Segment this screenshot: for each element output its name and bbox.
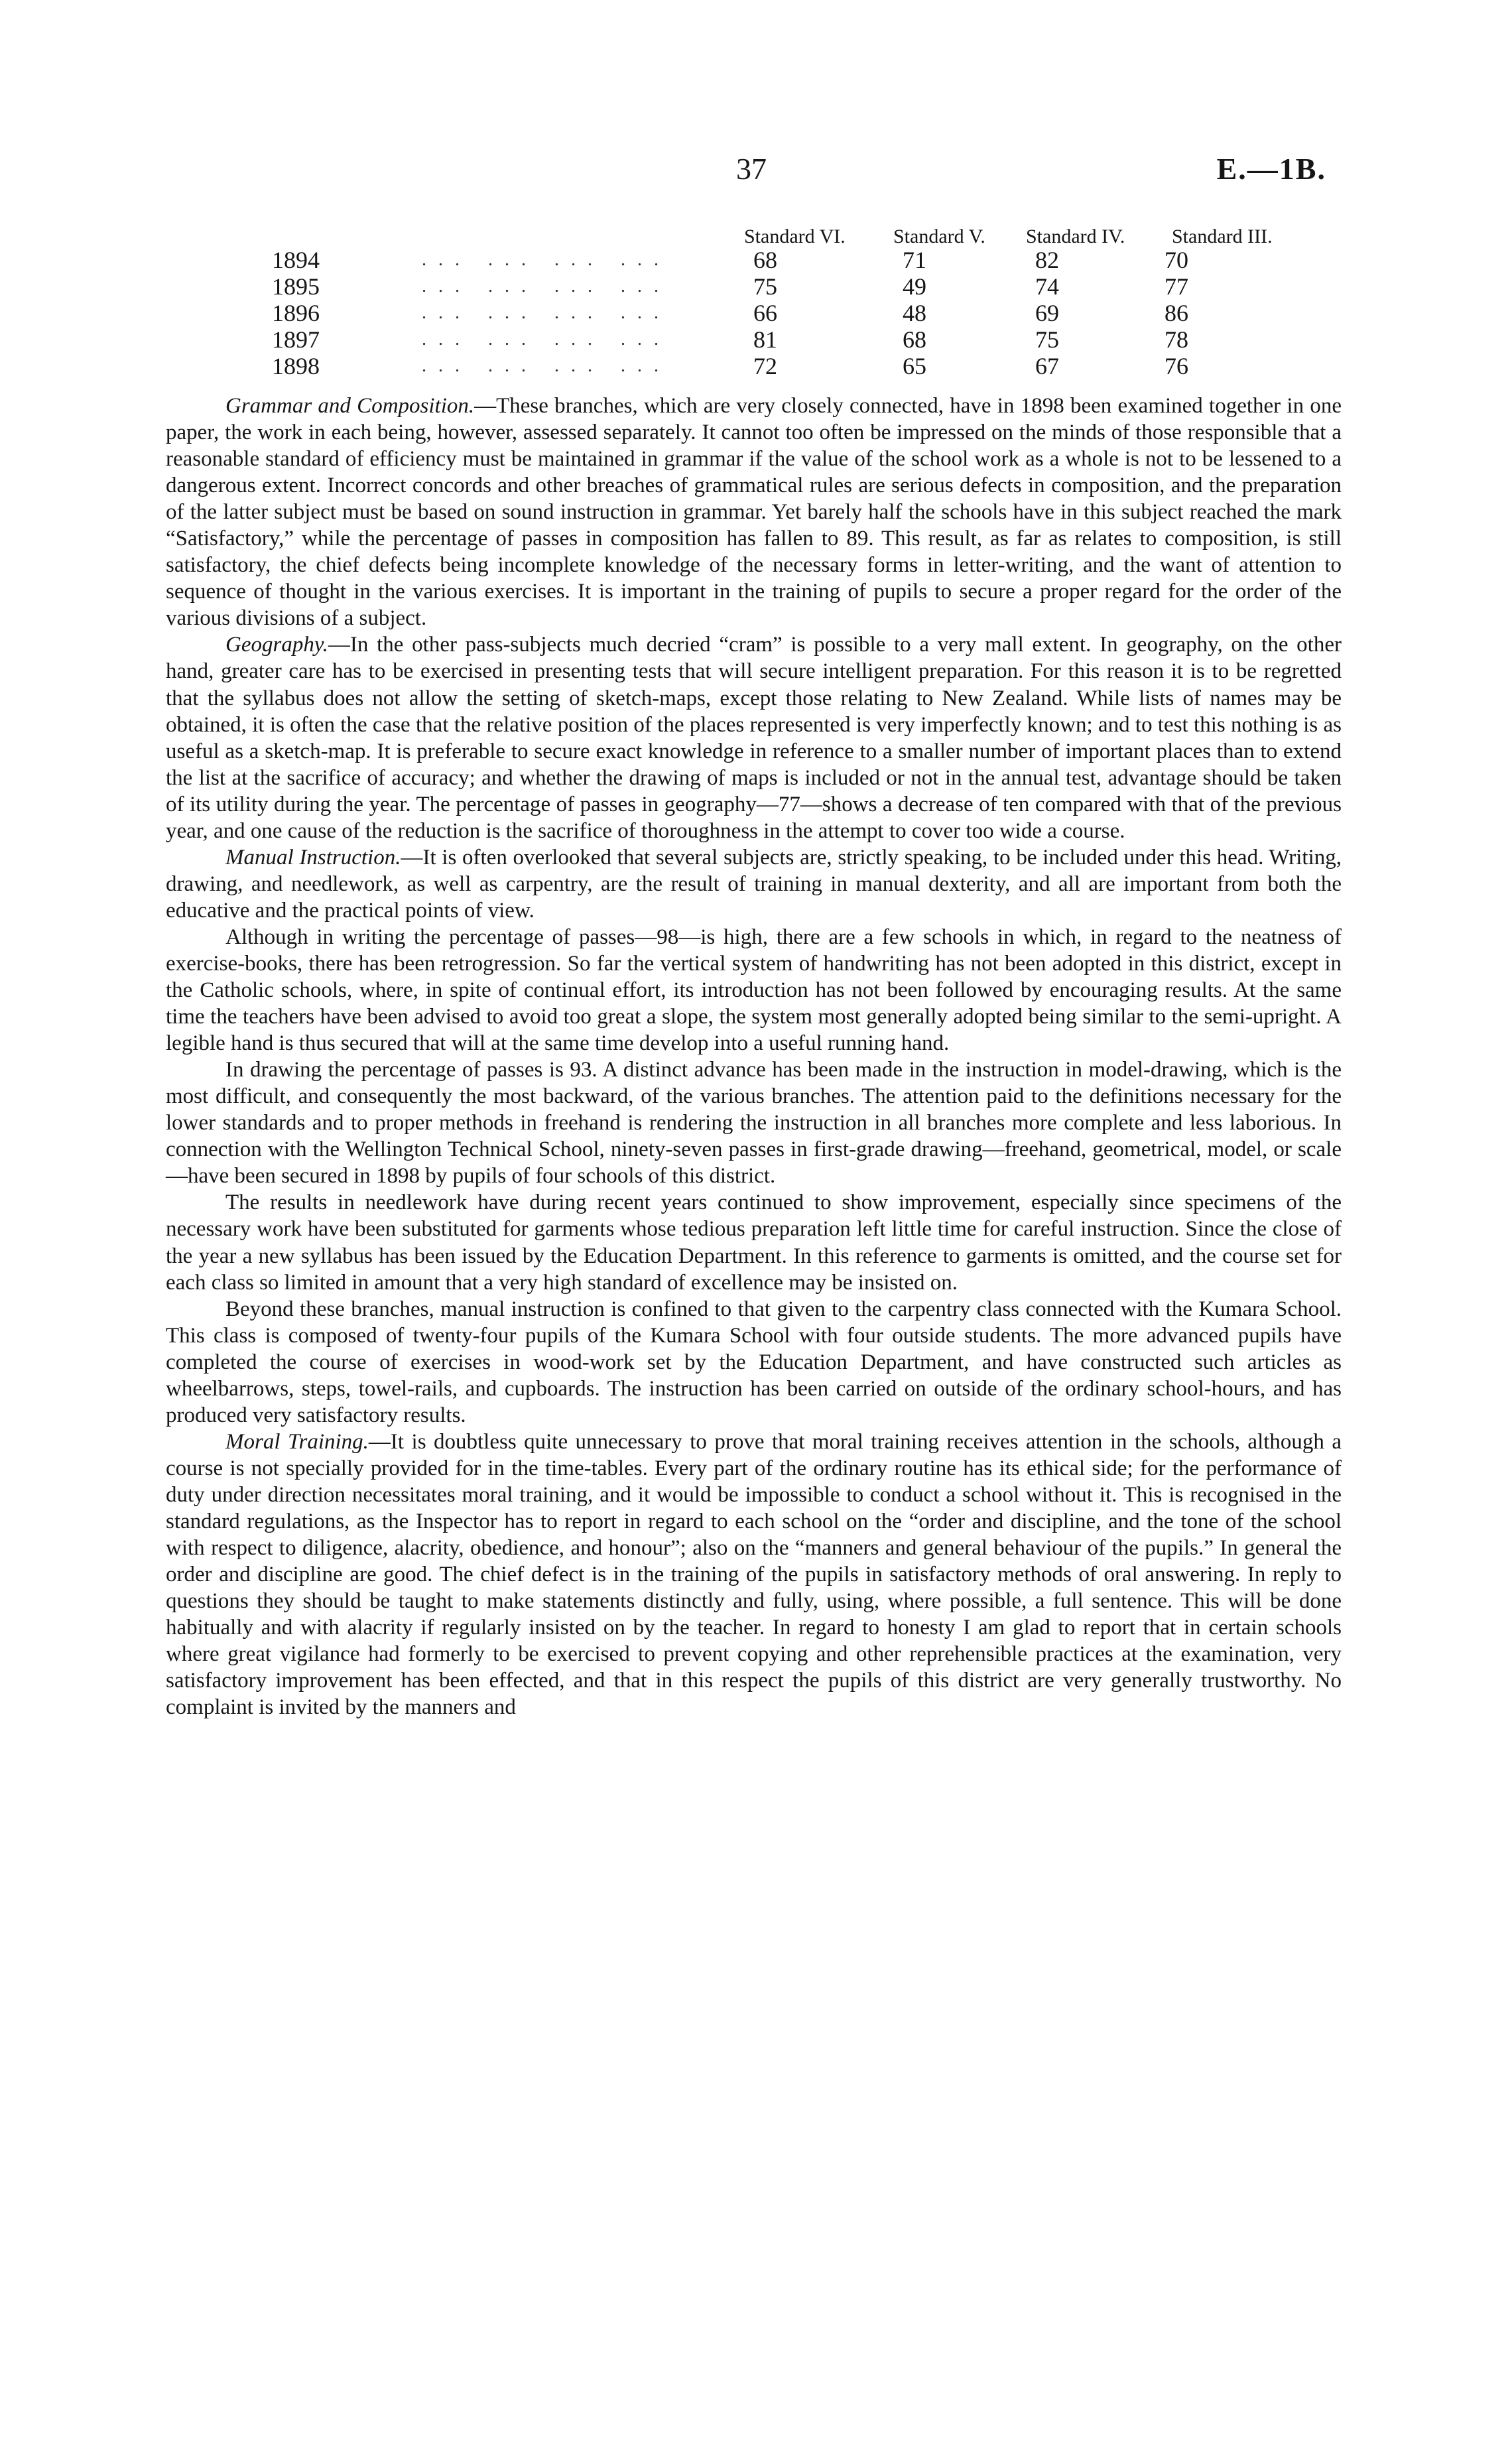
section-heading: Grammar and Composition. xyxy=(225,394,475,418)
paragraph-text: —In the other pass-subjects much decried “cram” is possible to a very mall extent. In geography, on the other hand, greater care has to be exercised in presenting tests that will secure intelligent preparation. For this reason it is to be regretted that the syllabus does not allow the setting of sketch-maps, except those relating to New Zealand. While lists of names may be obtained, it is often the case that the relative position of the places represented is very imperfectly known; and to test this nothing is as useful as a sketch-map. It is preferable to secure exact knowledge in reference to a smaller number of important places than to extend the list at the sacrifice of accuracy; and whether the drawing of maps is included or not in the annual test, advantage should be taken of its utility during the year. The percentage of passes in geography—77—shows a decrease of ten compared with that of the previous year, and one cause of the reduction is the sacrifice of thoroughness in the attempt to cover too wide a course. xyxy=(166,633,1342,843)
paragraph-manual-instruction xyxy=(166,844,1342,924)
section-heading: Moral Training. xyxy=(225,1429,369,1454)
paragraph-text: Although in writing the percentage of passes—98—is high, there are a few schools in which, in regard to the neatness of exercise-books, there has been retrogression. So far the vertical system of handwriting has not been adopted in this district, except in the Catholic schools, where, in spite of continual effort, its introduction has not been followed by encouraging results. At the same time the teachers have been advised to avoid too great a slope, the system most generally adopted being similar to the semi-upright. A legible hand is thus secured that will at the same time develop into a useful running hand. xyxy=(166,925,1342,1056)
table-cell: 86 xyxy=(1165,300,1188,326)
table-row xyxy=(272,326,1188,353)
leader-dots: ... ... ... ... xyxy=(422,355,670,376)
leader-dots: ... ... ... ... xyxy=(422,329,670,350)
paragraph-needlework xyxy=(166,1189,1342,1295)
column-header: Standard III. xyxy=(1172,225,1273,247)
table-header xyxy=(744,225,1273,248)
table-cell: 69 xyxy=(1035,300,1059,326)
table-cell: 49 xyxy=(903,273,926,300)
table-cell: 72 xyxy=(753,353,777,379)
table-row xyxy=(272,247,1188,273)
paragraph-geography xyxy=(166,631,1342,844)
paragraph-writing xyxy=(166,924,1342,1057)
results-table xyxy=(272,247,1188,379)
table-row xyxy=(272,353,1188,379)
table-cell: 75 xyxy=(753,273,777,300)
table-cell: 70 xyxy=(1165,247,1188,273)
leader-dots: ... ... ... ... xyxy=(422,276,670,296)
column-header: Standard V. xyxy=(893,225,985,247)
table-cell: 71 xyxy=(903,247,926,273)
column-header: Standard IV. xyxy=(1026,225,1125,247)
paragraph-moral-training xyxy=(166,1429,1342,1721)
page-number: 37 xyxy=(736,152,767,186)
paragraph-text: In drawing the percentage of passes is 93. A distinct advance has been made in the instruction in model-drawing, which is the most difficult, and consequently the most backward, of the various branches. The attention paid to the definitions necessary for the lower standards and to proper methods in freehand is rendering the instruction in all branches more complete and less laborious. In connection with the Wellington Technical School, ninety-seven passes in first-grade drawing—freehand, geometrical, model, or scale—have been secured in 1898 by pupils of four schools of this district. xyxy=(166,1058,1342,1189)
table-cell: 48 xyxy=(903,300,926,326)
row-year: 1898 xyxy=(272,353,320,379)
table-cell: 74 xyxy=(1035,273,1059,300)
paragraph-text: —It is often overlooked that several subjects are, strictly speaking, to be included under this head. Writing, drawing, and needlework, as well as carpentry, are the result of training in manual dexterity, and all are important from both the educative and the practical points of view. xyxy=(166,845,1342,923)
section-heading: Manual Instruction. xyxy=(225,845,401,869)
table-row xyxy=(272,300,1188,326)
table-cell: 65 xyxy=(903,353,926,379)
leader-dots: ... ... ... ... xyxy=(422,302,670,323)
document-reference: E.—1B. xyxy=(1216,152,1326,186)
table-cell: 78 xyxy=(1165,326,1188,353)
paragraph-text: Beyond these branches, manual instruction is confined to that given to the carpentry class connected with the Kumara School. This class is composed of twenty-four pupils of the Kumara School with four outside students. The more advanced pupils have completed the course of exercises in wood-work set by the Education Department, and have constructed such articles as wheelbarrows, steps, towel-rails, and cupboards. The instruction has been carried on outside of the ordinary school-hours, and has produced very satisfactory results. xyxy=(166,1297,1342,1427)
table-cell: 76 xyxy=(1165,353,1188,379)
table-cell: 67 xyxy=(1035,353,1059,379)
paragraph-drawing xyxy=(166,1057,1342,1189)
table-cell: 75 xyxy=(1035,326,1059,353)
paragraph-text: —These branches, which are very closely connected, have in 1898 been examined together in one paper, the work in each being, however, assessed separately. It cannot too often be impressed on the minds of those responsible that a reasonable standard of efficiency must be maintained in grammar if the value of the school work as a whole is not to be lessened to a dangerous extent. Incorrect concords and other breaches of grammatical rules are serious defects in composition, and the preparation of the latter subject must be based on sound instruction in grammar. Yet barely half the schools have in this subject reached the mark “Satisfactory,” while the percentage of passes in composition has fallen to 89. This result, as far as relates to composition, is still satisfactory, the chief defects being incomplete knowledge of the necessary forms in letter-writing, and the want of attention to sequence of thought in the various exercises. It is important in the training of pupils to secure a proper regard for the order of the various divisions of a subject. xyxy=(166,394,1342,631)
row-year: 1894 xyxy=(272,247,320,273)
table-cell: 68 xyxy=(903,326,926,353)
table-cell: 66 xyxy=(753,300,777,326)
row-year: 1896 xyxy=(272,300,320,326)
table-cell: 77 xyxy=(1165,273,1188,300)
table-cell: 81 xyxy=(753,326,777,353)
paragraph-text: —It is doubtless quite unnecessary to prove that moral training receives attention in the schools, although a course is not specially provided for in the time-tables. Every part of the ordinary routine has its ethical side; for the performance of duty under direction necessitates moral training, and it would be impossible to conduct a school without it. This is recognised in the standard regulations, as the Inspector has to report in regard to each school on the “order and discipline, and the tone of the school with respect to diligence, alacrity, obedience, and honour”; also on the “manners and general behaviour of the pupils.” In general the order and discipline are good. The chief defect is in the training of the pupils in satisfactory methods of oral answering. In reply to questions they should be taught to make statements distinctly and fully, using, where possible, a full sentence. This will be done habitually and with alacrity if regularly insisted on by the teacher. In regard to honesty I am glad to report that in certain schools where great vigilance had formerly to be exercised to prevent copying and other reprehensible practices at the examination, very satisfactory improvement has been effected, and that in this respect the pupils of this district are very generally trustworthy. No complaint is invited by the manners and xyxy=(166,1429,1342,1720)
report-body xyxy=(166,393,1342,1720)
paragraph-grammar xyxy=(166,393,1342,631)
paragraph-text: The results in needlework have during recent years continued to show improvement, especially since specimens of the necessary work have been substituted for garments whose tedious preparation left little time for careful instruction. Since the close of the year a new syllabus has been issued by the Education Department. In this reference to garments is omitted, and the course set for each class so limited in amount that a very high standard of excellence may be insisted on. xyxy=(166,1190,1342,1295)
section-heading: Geography. xyxy=(225,633,328,657)
paragraph-carpentry xyxy=(166,1296,1342,1429)
table-cell: 68 xyxy=(753,247,777,273)
table-cell: 82 xyxy=(1035,247,1059,273)
leader-dots: ... ... ... ... xyxy=(422,249,670,270)
table-row xyxy=(272,273,1188,300)
row-year: 1895 xyxy=(272,273,320,300)
row-year: 1897 xyxy=(272,326,320,353)
column-header: Standard VI. xyxy=(744,225,846,247)
